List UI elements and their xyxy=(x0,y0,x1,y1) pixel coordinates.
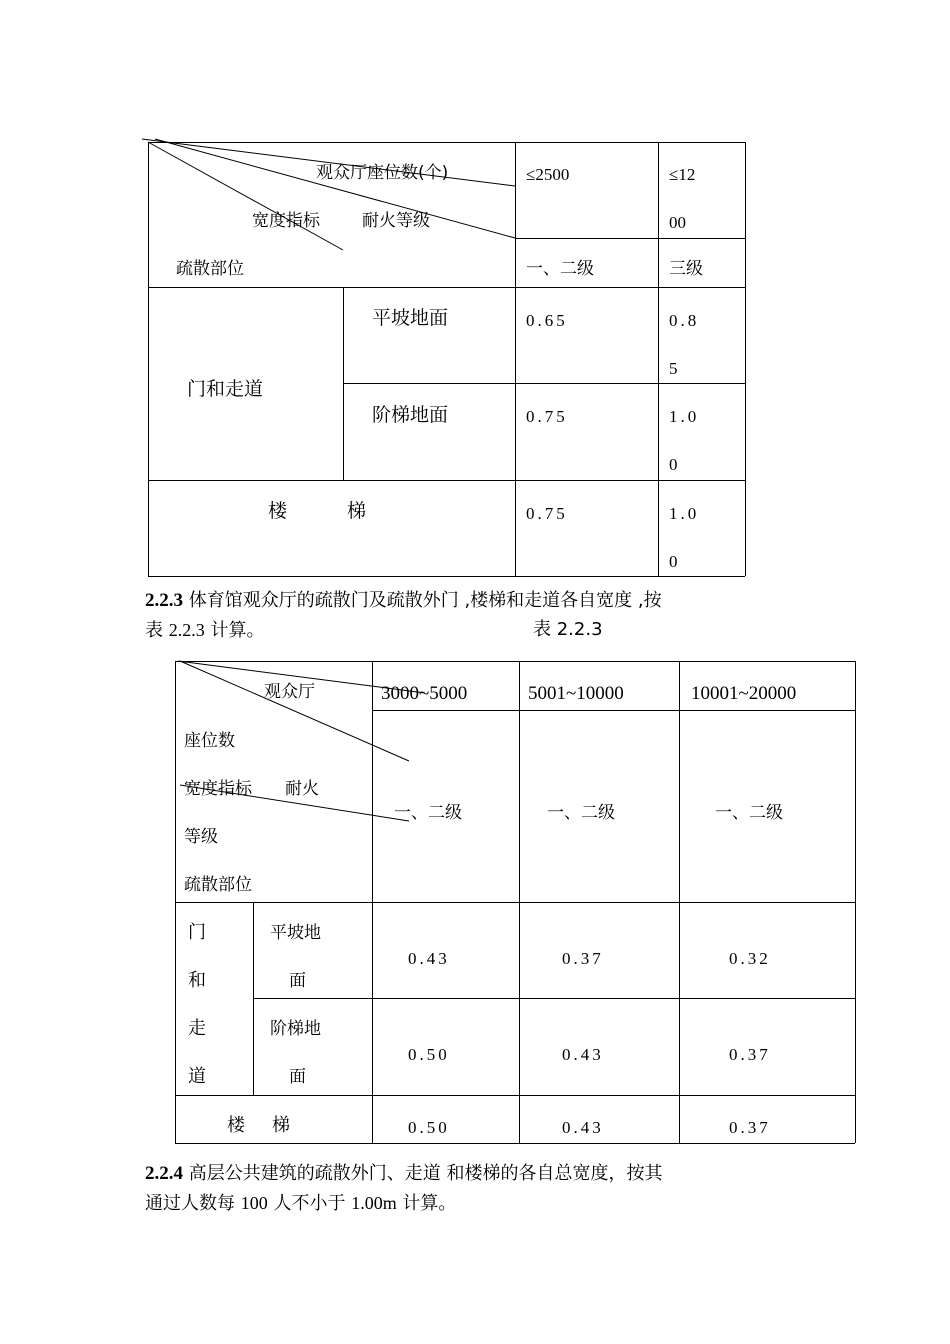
row-label-stairs-a: 楼 xyxy=(268,500,288,522)
cell-value: 0.32 xyxy=(729,949,771,968)
col-grade: 一、二级 xyxy=(394,803,462,823)
col2-grade: 三级 xyxy=(669,259,703,279)
col-grade: 一、二级 xyxy=(547,803,615,823)
cell-value: 0.65 xyxy=(526,311,568,330)
header-grade: 等级 xyxy=(184,827,218,847)
cell-value: 1.0 xyxy=(669,504,700,523)
cell-value: 0.50 xyxy=(408,1118,450,1137)
header-hall: 观众厅 xyxy=(264,682,315,702)
row-label-stepped-1: 阶梯地 xyxy=(270,1019,321,1039)
col-grade: 一、二级 xyxy=(715,803,783,823)
clause-number: 2.2.3 xyxy=(145,590,183,611)
group-char: 道 xyxy=(188,1066,206,1087)
col1-seats: ≤2500 xyxy=(526,165,570,184)
header-width-index: 宽度指标 xyxy=(252,211,320,231)
header-seats: 座位数 xyxy=(184,731,235,751)
row-label-stairs-b: 梯 xyxy=(272,1115,290,1136)
cell-value: 5 xyxy=(669,359,678,378)
col-seats-range: 3000~5000 xyxy=(381,683,468,704)
paragraph-line: 表 2.2.3 计算。 xyxy=(145,620,265,641)
group-char: 门 xyxy=(188,922,206,943)
header-seat-count: 观众厅座位数(个) xyxy=(316,163,449,183)
col2-seats-line1: ≤12 xyxy=(669,165,696,184)
cell-value: 0.50 xyxy=(408,1045,450,1064)
row-label-stairs-b: 梯 xyxy=(347,500,367,522)
col-seats-range: 5001~10000 xyxy=(528,683,624,704)
cell-value: 0.37 xyxy=(729,1045,771,1064)
paragraph-line: 2.2.4 高层公共建筑的疏散外门、走道 和楼梯的各自总宽度，按其 xyxy=(145,1163,663,1184)
cell-value: 0.43 xyxy=(562,1045,604,1064)
cell-value: 0.37 xyxy=(562,949,604,968)
cell-value: 0 xyxy=(669,455,678,474)
cell-value: 0.75 xyxy=(526,407,568,426)
cell-value: 0.43 xyxy=(408,949,450,968)
header-fire-rating: 耐火等级 xyxy=(362,211,430,231)
header-evac-part: 疏散部位 xyxy=(184,875,252,895)
paragraph-line: 通过人数每 100 人不小于 1.00m 计算。 xyxy=(145,1193,457,1214)
row-label-flat-slope: 平坡地面 xyxy=(372,307,449,329)
cell-value: 0 xyxy=(669,552,678,571)
group-label-doors-corridors: 门和走道 xyxy=(187,378,264,400)
row-label-flat-slope-1: 平坡地 xyxy=(270,923,321,943)
group-char: 和 xyxy=(188,970,206,991)
header-evac-part: 疏散部位 xyxy=(176,259,244,279)
col-seats-range: 10001~20000 xyxy=(691,683,797,704)
col1-grade: 一、二级 xyxy=(526,259,594,279)
cell-value: 0.75 xyxy=(526,504,568,523)
group-char: 走 xyxy=(188,1018,206,1039)
cell-value: 1.0 xyxy=(669,407,700,426)
cell-value: 0.8 xyxy=(669,311,700,330)
header-fire: 耐火 xyxy=(285,779,319,799)
table-caption: 表 2.2.3 xyxy=(533,619,603,640)
row-label-stairs-a: 楼 xyxy=(227,1115,245,1136)
row-label-stepped-2: 面 xyxy=(289,1067,306,1087)
col2-seats-line2: 00 xyxy=(669,213,686,232)
cell-value: 0.43 xyxy=(562,1118,604,1137)
cell-value: 0.37 xyxy=(729,1118,771,1137)
row-label-stepped: 阶梯地面 xyxy=(372,404,449,426)
clause-number: 2.2.4 xyxy=(145,1163,183,1184)
row-label-flat-slope-2: 面 xyxy=(289,971,306,991)
paragraph-line: 2.2.3 体育馆观众厅的疏散门及疏散外门 ,楼梯和走道各自宽度 ,按 xyxy=(145,590,662,611)
header-width-index: 宽度指标 xyxy=(184,779,252,799)
